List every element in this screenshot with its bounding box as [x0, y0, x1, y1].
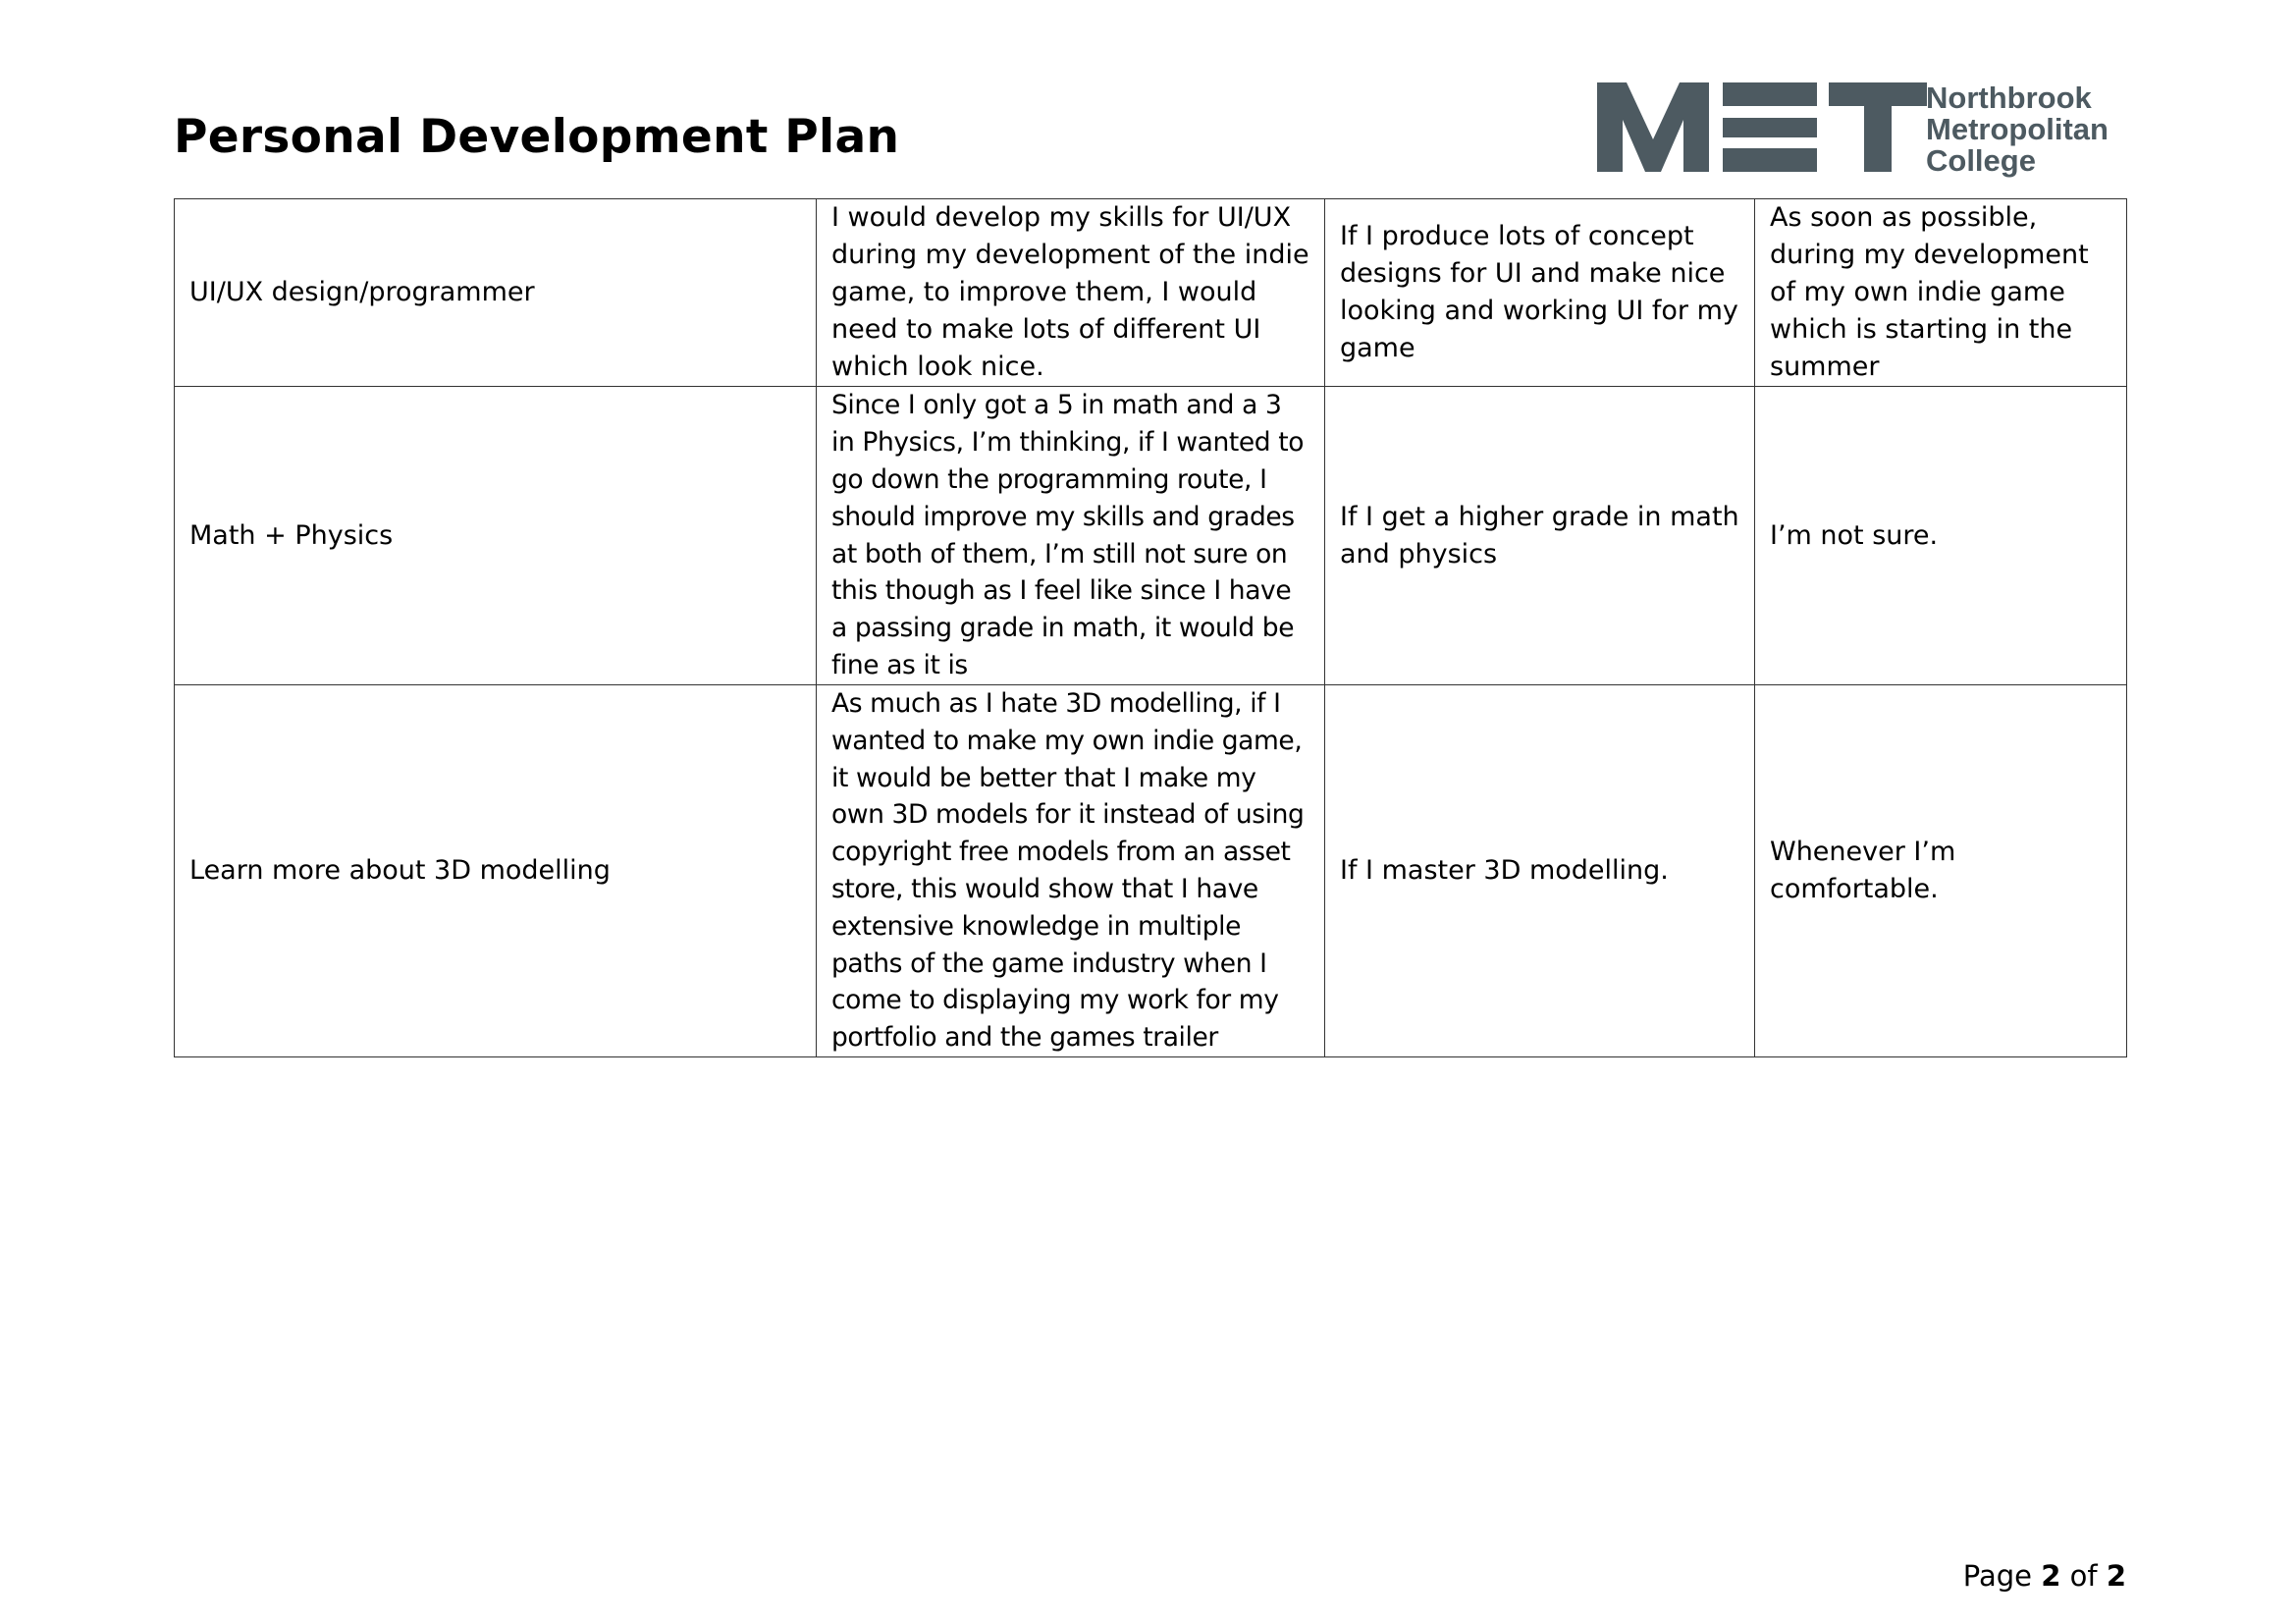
table-row [175, 199, 2127, 387]
page-number [1963, 1559, 2126, 1593]
college-name [1926, 82, 2109, 177]
plan-cell: Since I only got a 5 in math and a 3 in Physics, I’m thinking, if I wanted to go down the programming route, I should improve my skills and grades at both of them, I’m still not sure on this though as I feel like since I have a passing grade in math, it would be fine as it is [817, 387, 1325, 685]
timescale-cell: Whenever I’m comfortable. [1755, 685, 2127, 1057]
plan-cell: As much as I hate 3D modelling, if I wanted to make my own indie game, it would be better that I make my own 3D models for it instead of using copyright free models from an asset store, this would show that I have extensive knowledge in multiple paths of the game industry when I come to displaying my work for my portfolio and the games trailer [817, 685, 1325, 1057]
page-total: 2 [2106, 1559, 2126, 1593]
success-cell: If I master 3D modelling. [1325, 685, 1755, 1057]
page-current: 2 [2041, 1559, 2061, 1593]
logo-letter-e-mid [1723, 118, 1817, 137]
logo-letter-t-stem [1864, 106, 1892, 172]
logo-letter-e-top [1723, 82, 1817, 106]
goal-cell: Learn more about 3D modelling [175, 685, 817, 1057]
goal-cell: UI/UX design/programmer [175, 199, 817, 387]
logo-letter-t-bar [1829, 82, 1927, 106]
logo-letter-e-bottom [1723, 148, 1817, 172]
page-prefix: Page [1962, 1559, 2033, 1593]
college-name-line: Northbrook [1926, 81, 2092, 115]
development-plan-table [174, 198, 2127, 1057]
college-name-line: Metropolitan [1926, 112, 2109, 146]
college-name-line: College [1926, 143, 2036, 178]
table-row [175, 387, 2127, 685]
table-row [175, 685, 2127, 1057]
timescale-cell: As soon as possible, during my development of my own indie game which is starting in the summer [1755, 199, 2127, 387]
page-sep: of [2069, 1559, 2098, 1593]
plan-cell: I would develop my skills for UI/UX during my development of the indie game, to improve them, I would need to make lots of different UI which look nice. [817, 199, 1325, 387]
goal-cell: Math + Physics [175, 387, 817, 685]
success-cell: If I produce lots of concept designs for UI and make nice looking and working UI for my game [1325, 199, 1755, 387]
logo-letter-m [1597, 82, 1709, 172]
success-cell: If I get a higher grade in math and physics [1325, 387, 1755, 685]
timescale-cell: I’m not sure. [1755, 387, 2127, 685]
page-title: Personal Development Plan [174, 110, 900, 164]
